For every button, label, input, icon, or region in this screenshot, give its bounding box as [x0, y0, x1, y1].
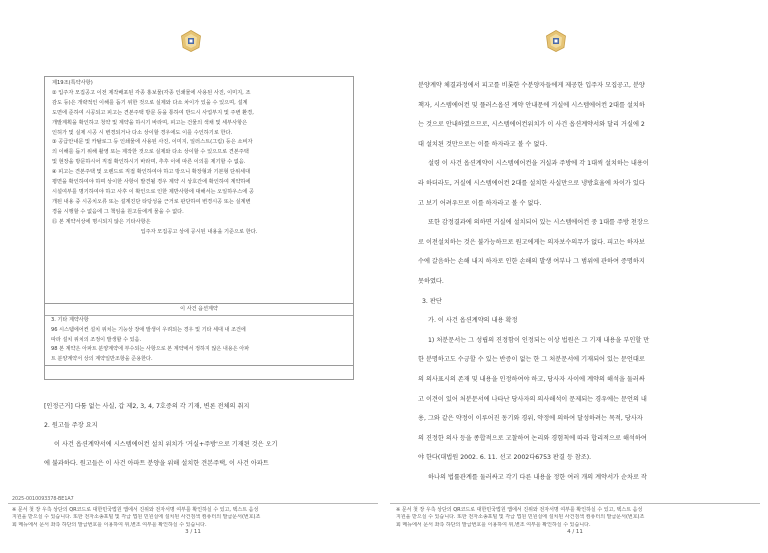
box-line: 평면을 확인하여야 하며 상이한 사항이 발견될 경우 계약 시 상호간에 확인하여 계약하에 — [52, 179, 251, 186]
footer-line: 지원을 받으실 수 있습니다. 또한 전자소송포털 및 각급 법원 민원실에 설치된 사건검색 컴퓨터의 발급문서(번호)조 — [12, 514, 261, 521]
body-line: 1) 처분문서는 그 성립의 진정함이 인정되는 이상 법원은 그 기재 내용을 부인할 만 — [428, 336, 650, 344]
footer-line: 회 메뉴에서 문서 좌측 하단의 발급번호를 이용하여 위,변조 여부를 확인하실 수 있습니다. — [12, 521, 207, 528]
document-id: 2025-0010093378-BE1A7 — [12, 497, 74, 502]
body-line: 분양계약 체결과정에서 피고를 비롯한 수분양자들에게 제공한 입주자 모집공고, 분양 — [418, 82, 645, 89]
box-line: 도면에 준하여 시공되고 피고는 견본주택 방문 등을 통하여 반드시 사업부지 및 주변 환경, — [52, 109, 254, 116]
body-line: 설령 이 사건 옵션계약이 시스템에어컨을 거실과 주방에 각 1대씩 설치하는 내용이 — [428, 160, 649, 168]
body-line: 고 이견이 있어 처분문서에 나타난 당사자의 의사해석이 문제되는 경우에는 문언의 내 — [418, 395, 647, 403]
body-line: 야 한다(대법원 2002. 6. 11. 선고 2002다6753 판결 등 참조). — [418, 454, 592, 462]
footer-line: ※ 문서 첫 장 우측 상단의 QR코드로 대한민국법원 앱에서 진위와 전자서명 여부를 확인하실 수 있고, 텍스트 음성 — [396, 507, 643, 513]
body-line: [인정근거] 다툼 없는 사실, 갑 제2, 3, 4, 7호증의 각 기재, 변론 전체의 취지 — [44, 403, 250, 410]
body-line: 의 의사표시의 존재 및 내용을 인정하여야 하고, 당사자 사이에 계약의 해석을 둘러싸 — [418, 375, 645, 383]
box-line: 96 시스템에어컨 설치 위치는 기능상 장애 발생이 우려되는 경우 및 기타 세대 내 조건에 — [51, 326, 246, 333]
box-line: 의 이해를 돕기 위해 촬영 또는 제작한 것으로 실제와 다소 상이할 수 있으므로 견본주택 — [52, 149, 249, 156]
subsection-heading: 가. 이 사건 옵션계약의 내용 확정 — [428, 317, 518, 325]
body-line: 수에 갈음하는 손해 내지 하자로 인한 손해의 발생 여부나 그 범위에 관하여 증명하지 — [418, 258, 645, 266]
page-4 — [390, 0, 760, 553]
body-line: 이 사건 옵션계약서에 시스템에어컨 설치 위치가 '거실+주방'으로 기재된 것은 오기 — [54, 441, 278, 448]
body-text — [44, 397, 364, 473]
body-line: 대 설치된 것만으로는 이를 하자라고 볼 수 없다. — [418, 140, 548, 148]
box-line: 경을 시행할 수 없음에 그 책임을 원고들에게 물을 수 없다. — [52, 208, 184, 215]
body-line: 2. 원고들 주장 요지 — [44, 422, 98, 429]
court-emblem-icon — [545, 30, 567, 52]
box-line: 따라 설치 위치의 조정이 발생할 수 있음. — [51, 336, 142, 343]
footer-line: 회 메뉴에서 문서 좌측 하단의 발급번호를 이용하여 위,변조 여부를 확인하실 수 있습니다. — [396, 521, 591, 528]
page-number: 3 / 11 — [185, 529, 201, 535]
body-line: 로 이전설치하는 것은 불가능하므로 원고에게는 의자보수의무가 없다. 피고는 하자보 — [418, 238, 645, 246]
body-line: 책자, 시스템에어컨 및 플러스옵션 계약 안내문에 거실에 시스템에어컨 2대를 설치하 — [418, 101, 645, 109]
page-3 — [8, 0, 378, 553]
box-line: 및 현장을 방문하시어 직접 확인하시기 바라며, 추후 이에 따른 이의를 제기할 수 없음. — [52, 159, 246, 166]
box-line: 3. 기타 계약사항 — [51, 317, 89, 323]
box-line: 트 분양계약서 상의 계약일반조항을 준용한다. — [51, 356, 153, 363]
court-emblem-icon — [180, 30, 202, 52]
body-line: 또한 감정결과에 의하면 거실에 설치되어 있는 시스템에어컨 중 1대를 주방 천장으 — [428, 219, 649, 227]
option-contract-box — [44, 303, 354, 380]
box-line: 98 본 계약은 아파트 분양계약에 부수되는 사항으로 본 계약에서 정하지 않은 내용은 아파 — [51, 346, 250, 353]
body-line: 라 하더라도, 거실에 시스템에어컨 2대를 설치한 사실만으로 냉방효율에 차이가 있다 — [418, 179, 645, 187]
body-line: 한 분명하고도 수긍할 수 있는 반증이 없는 한 그 처분문서에 기재되어 있는 문언대로 — [418, 356, 645, 364]
footer-line: 지원을 받으실 수 있습니다. 또한 전자소송포털 및 각급 법원 민원실에 설치된 사건검색 컴퓨터의 발급문서(번호)조 — [396, 514, 645, 521]
body-line: 못하였다. — [418, 277, 444, 285]
page-footer — [8, 497, 378, 538]
box-line: 감도 등)은 개략적인 이해를 돕기 위한 것으로 실제와 다소 차이가 있을 수 있으며, 설계 — [52, 99, 248, 106]
body-line: 의 진정한 의사 등을 종합적으로 고찰하여 논리와 경험칙에 따라 합리적으로 해석하여 — [418, 434, 647, 442]
body-line: 에 불과하다. 원고들은 이 사건 아파트 분양을 위해 설치한 견본주택, 이 사건 아파트 — [44, 460, 269, 467]
box-line: ③ 공급안내문 및 카탈로그 등 인쇄물에 사용된 사진, 이미지, 일러스트(그림) 등은 소비자 — [52, 139, 253, 146]
box-line: 개된 내용 중 시공치오류 또는 설계진단 타당성을 근거로 판단하여 변경시공 또는 실계변 — [52, 198, 251, 205]
page-number: 4 / 11 — [567, 529, 583, 535]
body-line: 용, 그와 같은 약정이 이루어진 동기와 경위, 약정에 의하여 달성하려는 목적, 당사자 — [418, 415, 643, 423]
box-line: 입주자 모집공고 상에 공시된 내용을 기준으로 한다. — [140, 228, 258, 235]
box-line: ② 입주자 모집공고 이전 제작배포된 각종 홍보물(각종 인쇄물에 사용된 사진, 이미지, 조 — [52, 89, 251, 96]
box-line: ④ 피고는 견본주택 및 오렌드로 직접 확인하여야 하고 방으니 확장형과 기본형 단위세대 — [52, 169, 251, 176]
box-line: 개발계획을 확인하고 청약 및 계약을 하시기 바라며, 피고는 건물의 색채 및 세부사항은 — [52, 119, 248, 126]
body-text — [418, 76, 748, 487]
body-line: 고 보기 어려우므로 이를 하자라고 볼 수 없다. — [418, 199, 542, 207]
page-footer — [390, 503, 760, 538]
box-line: 시설여부를 명기하여야 하고 사후 이 확인으로 인한 제반사항에 대해서는 오일하우스에 공 — [52, 188, 254, 195]
body-line: 는 것으로 안내하였으므로, 시스템에어컨위치가 이 사건 옵션계약서와 달리 거실에 2 — [418, 121, 645, 129]
section-heading: 3. 판단 — [422, 297, 442, 305]
footer-line: ※ 문서 첫 장 우측 상단의 QR코드로 대한민국법원 앱에서 진위와 전자서명 여부를 확인하실 수 있고, 텍스트 음성 — [12, 507, 259, 513]
body-line: 하나의 법률관계를 둘러싸고 각기 다른 내용을 정한 여러 개의 계약서가 순차로 작 — [428, 473, 647, 481]
box-line: 제19조(특약사항) — [52, 80, 93, 86]
option-contract-title: 이 사건 옵션계약 — [45, 304, 353, 316]
box-line: 인허가 및 실제 시공 시 변경되거나 다소 상이할 경우에도 이를 수인하기로 한다. — [52, 129, 233, 136]
box-line: ⑮ 본 계약서상에 명시되지 않은 기타사항은 — [52, 218, 151, 225]
